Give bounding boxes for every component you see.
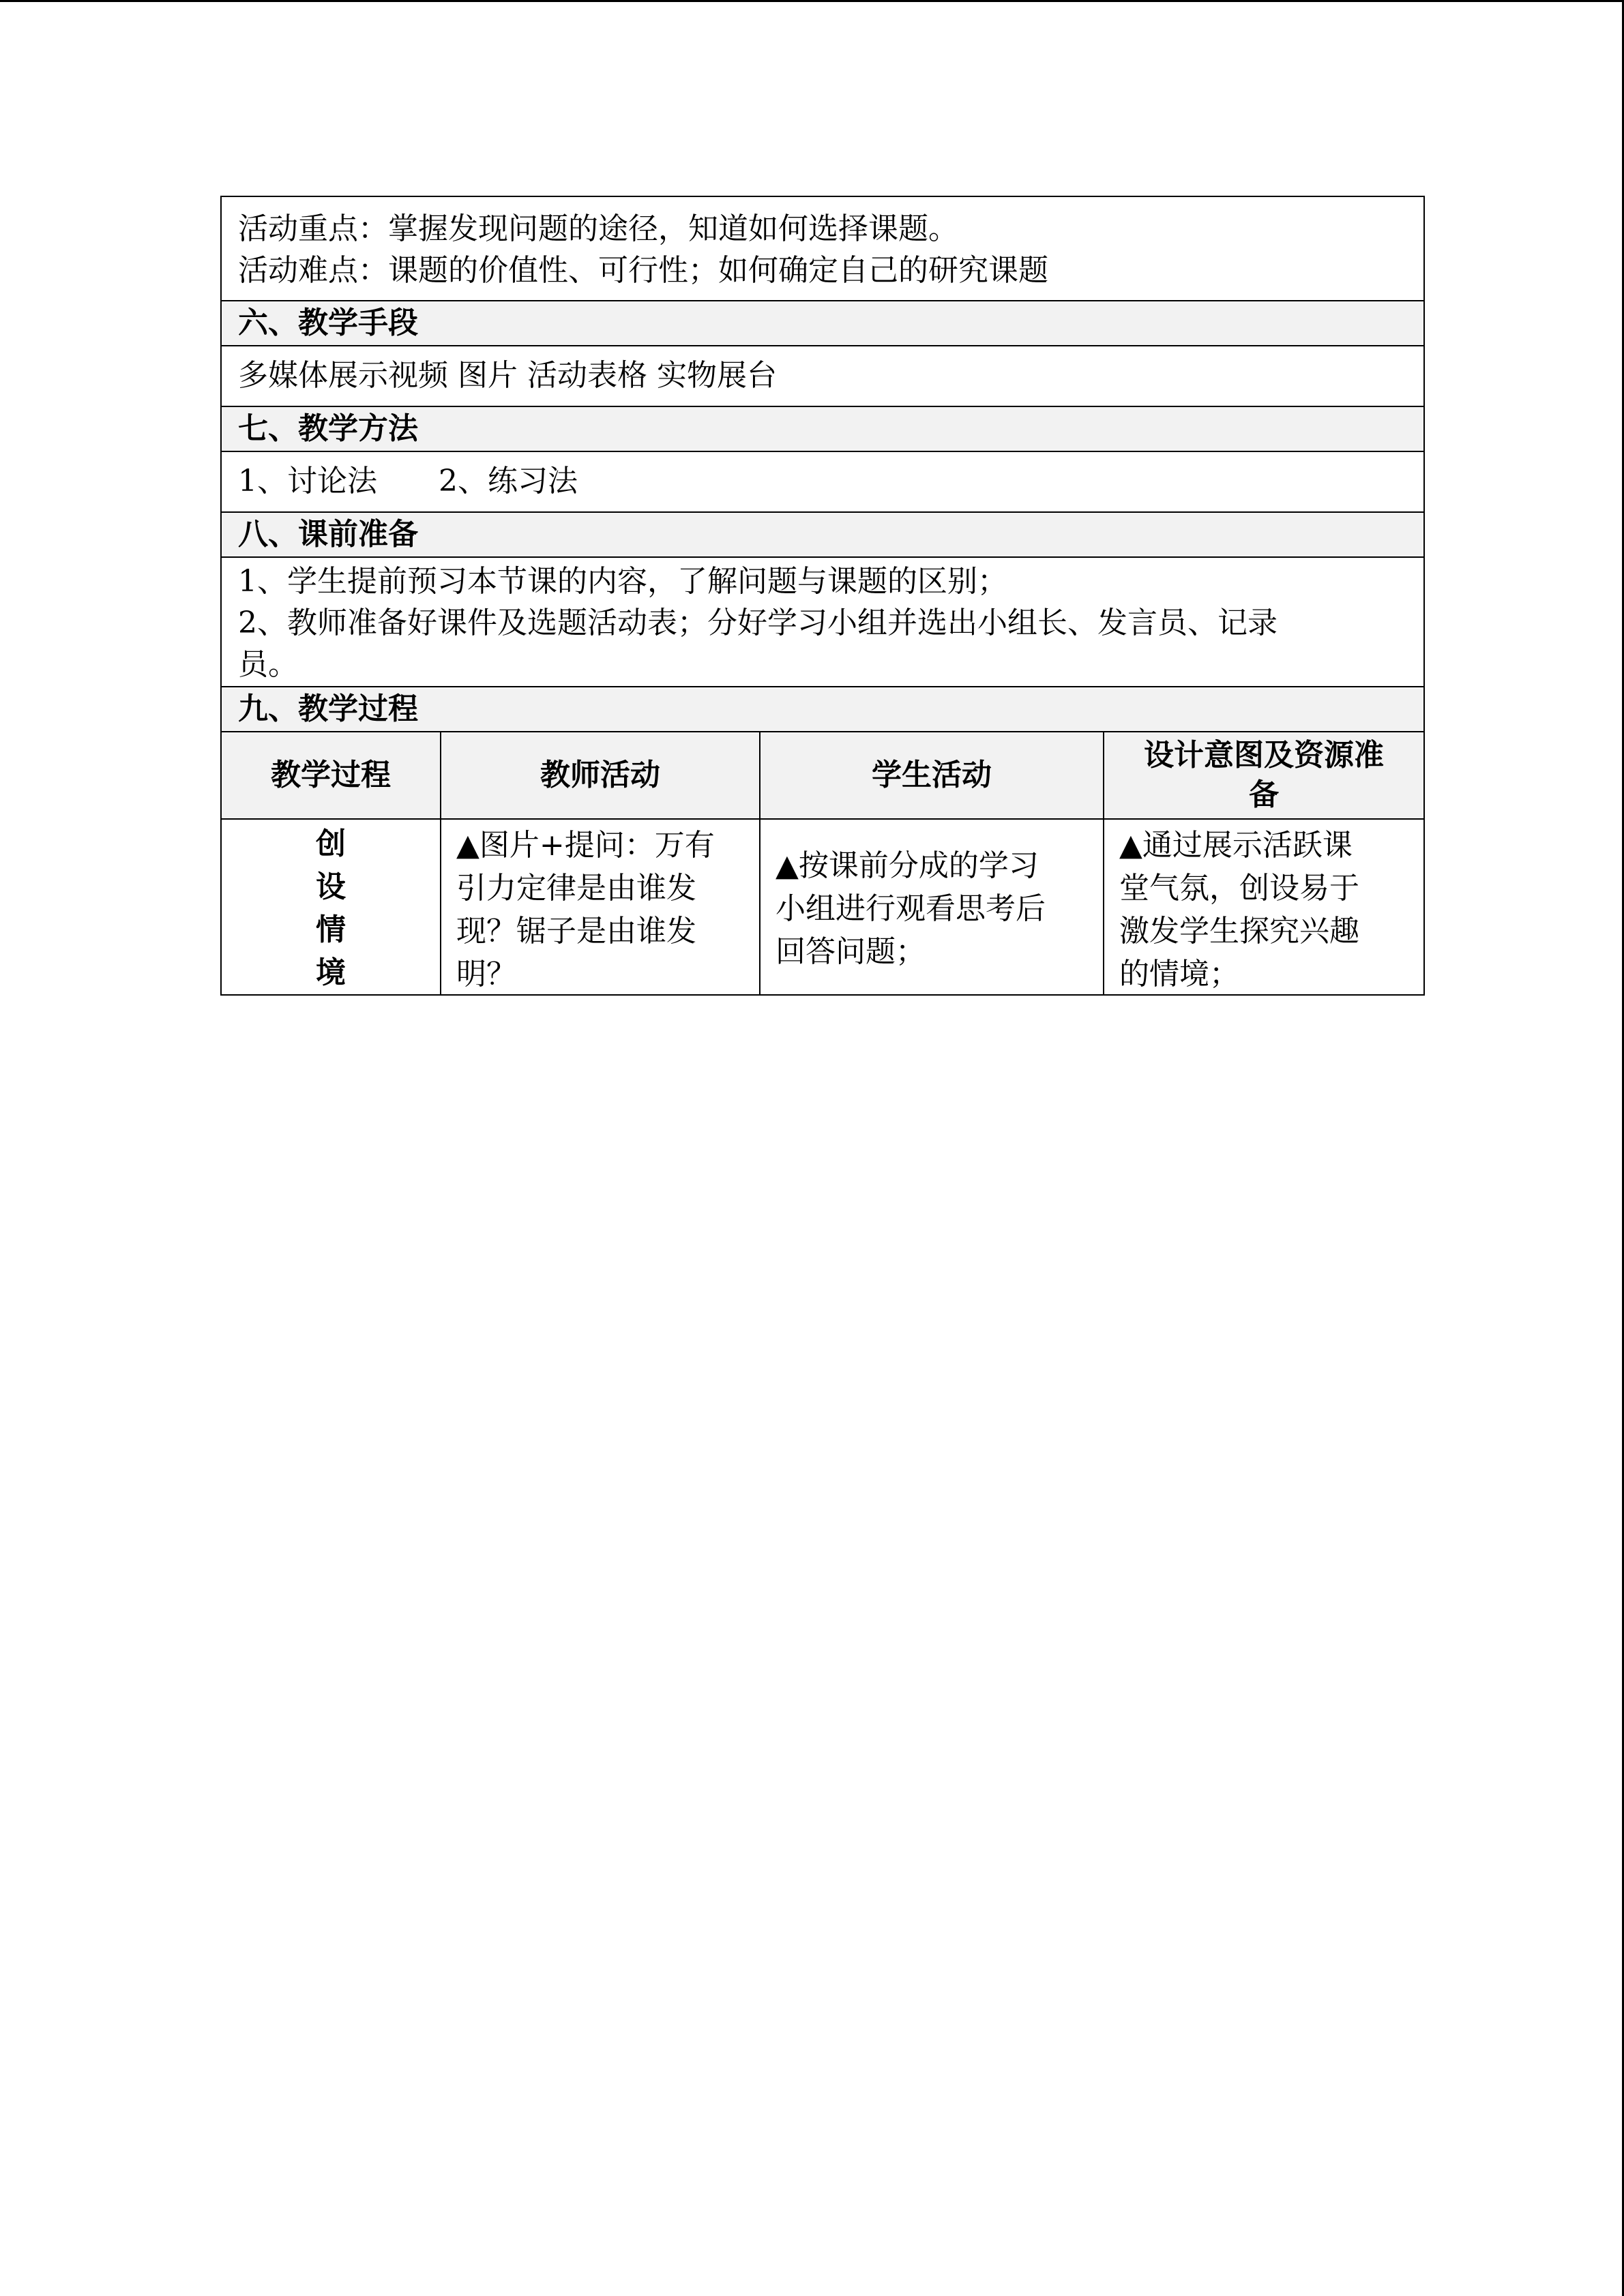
student-activity-cell: ▲按课前分成的学习 小组进行观看思考后 回答问题；: [761, 820, 1104, 996]
lesson-plan-table: [220, 196, 1425, 996]
column-header-student: 学生活动: [761, 732, 1104, 818]
page-top-border: [0, 0, 1624, 2]
method-item-practice: 2、练习法: [439, 464, 578, 498]
focus-block: [222, 197, 1423, 301]
column-header-design: 设计意图及资源准 备: [1144, 738, 1384, 812]
preparation-line-3: 员。: [238, 647, 298, 682]
preparation-line-1: 1、学生提前预习本节课的内容，了解问题与课题的区别；: [238, 564, 1007, 599]
key-point-text: 活动重点：掌握发现问题的途径，知道如何选择课题。: [238, 211, 958, 246]
section-heading-process: 九、教学过程: [222, 687, 1423, 732]
column-header-teacher: 教师活动: [441, 732, 761, 818]
preparation-content: [222, 558, 1423, 687]
phase-cell: 创 设 情 境: [222, 820, 441, 996]
difficulty-text: 活动难点：课题的价值性、可行性；如何确定自己的研究课题: [238, 253, 1048, 288]
methods-content: [222, 452, 1423, 513]
teacher-activity-cell: ▲图片+提问：万有 引力定律是由谁发 现？锯子是由谁发 明？: [441, 820, 761, 996]
design-intent-cell: ▲通过展示活跃课 堂气氛，创设易于 激发学生探究兴趣 的情境；: [1119, 828, 1359, 992]
means-content: 多媒体展示视频 图片 活动表格 实物展台: [222, 346, 1423, 407]
column-header-phase: 教学过程: [222, 732, 441, 818]
method-item-discussion: 1、讨论法: [238, 464, 377, 498]
table-row: [222, 820, 1423, 994]
section-heading-means: 六、教学手段: [222, 301, 1423, 346]
preparation-line-2: 2、教师准备好课件及选题活动表；分好学习小组并选出小组长、发言员、记录: [238, 606, 1278, 640]
section-heading-preparation: 八、课前准备: [222, 513, 1423, 558]
section-heading-methods: 七、教学方法: [222, 407, 1423, 452]
process-table-header: [222, 732, 1423, 820]
